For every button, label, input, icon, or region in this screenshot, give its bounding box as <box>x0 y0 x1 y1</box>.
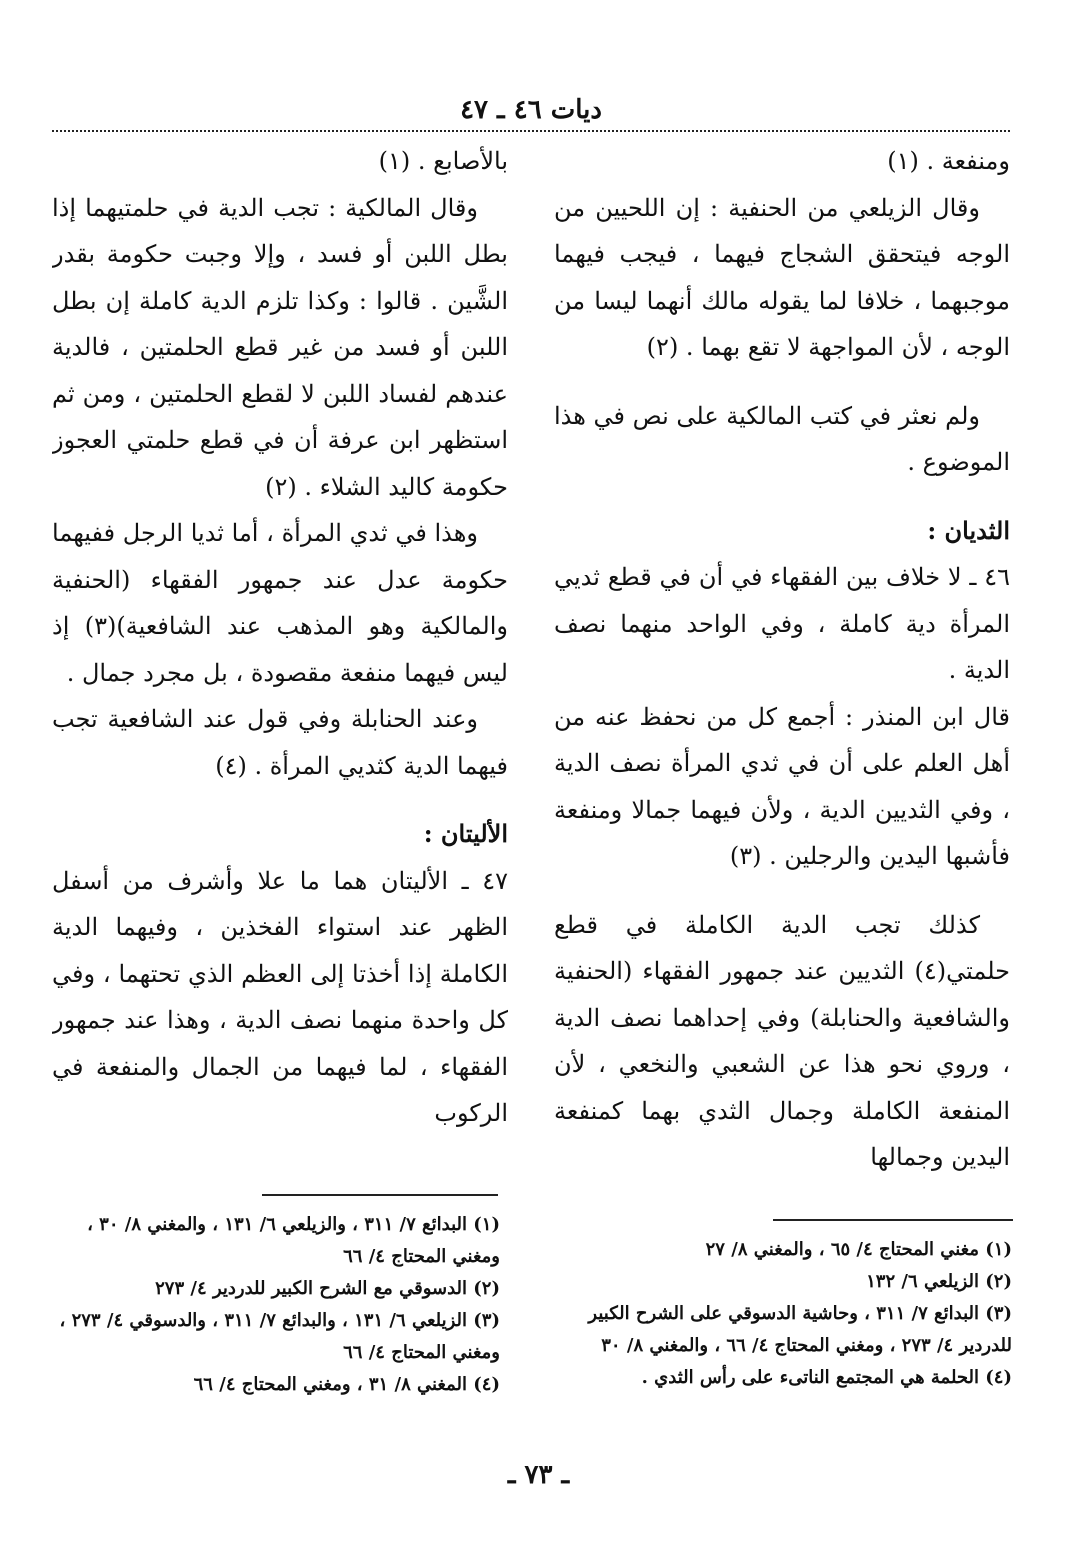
footnote: (٣) البدائع ٧/ ٣١١ ، وحاشية الدسوقي على الشرح الكبير للدردير ٤/ ٢٧٣ ، ومغني المحتاج ٤/ ٦٦ ، والمغني ٨/ ٣٠ <box>588 1303 1012 1356</box>
paragraph: بالأصابع . (١) <box>378 147 508 175</box>
paragraph: وقال المالكية : تجب الدية في حلمتيهما إذا بطل اللبن أو فسد ، وإلا وجبت حكومة بقدر الشَّين . قالوا : وكذا تلزم الدية كاملة إن بطل اللبن أو فسد من غير قطع الحلمتين ، فالدية عندهم لفساد اللبن لا لقطع الحلمتين ، ومن ثم استظهر ابن عرفة أن في قطع حلمتي العجوز حكومة كاليد الشلاء . (٢) <box>52 193 508 501</box>
footnote: (٤) الحلمة هي المجتمع الناتىء على رأس الثدي . <box>641 1367 1012 1388</box>
section-heading: الأليتان : <box>423 819 508 848</box>
footnotes-right <box>554 1234 1012 1394</box>
right-column <box>554 138 1010 1218</box>
running-header <box>52 92 1010 132</box>
footnote-divider <box>262 1194 498 1196</box>
paragraph: وعند الحنابلة وفي قول عند الشافعية تجب فيهما الدية كثديي المرأة . (٤) <box>52 705 508 780</box>
paragraph: ٤٧ ـ الأليتان هما ما علا وأشرف من أسفل الظهر عند استواء الفخذين ، وفيهما الدية الكاملة إذا أخذتا إلى العظم الذي تحتهما ، وفي كل واحدة منهما نصف الدية ، وهذا عند جمهور الفقهاء ، لما فيهما من الجمال والمنفعة في الركوب <box>52 866 508 1127</box>
footnote: (٢) الدسوقي مع الشرح الكبير للدردير ٤/ ٢٧٣ <box>155 1278 500 1299</box>
footnote-divider <box>773 1219 1013 1221</box>
left-column <box>52 138 508 1218</box>
footnote: (٢) الزيلعي ٦/ ١٣٢ <box>866 1271 1012 1292</box>
paragraph: وقال الزيلعي من الحنفية : إن اللحيين من الوجه فيتحقق الشجاج فيهما ، فيجب فيهما موجبهما ، خلافا لما يقوله مالك أنهما ليسا من الوجه ، لأن المواجهة لا تقع بهما . (٢) <box>554 193 1010 361</box>
footnote: (٤) المغني ٨/ ٣١ ، ومغني المحتاج ٤/ ٦٦ <box>193 1374 500 1395</box>
footnote: (١) البدائع ٧/ ٣١١ ، والزيلعي ٦/ ١٣١ ، والمغني ٨/ ٣٠ ، ومغني المحتاج ٤/ ٦٦ <box>87 1214 500 1267</box>
footnote: (٣) الزيلعي ٦/ ١٣١ ، والبدائع ٧/ ٣١١ ، والدسوقي ٤/ ٢٧٣ ، ومغني المحتاج ٤/ ٦٦ <box>59 1310 500 1363</box>
paragraph: كذلك تجب الدية الكاملة في قطع حلمتي(٤) الثديين عند جمهور الفقهاء (الحنفية والشافعية والحنابلة) وفي إحداهما نصف الدية ، وروي نحو هذا عن الشعبي والنخعي ، لأن المنفعة الكاملة وجمال الثدي بهما كمنفعة اليدين وجمالها <box>554 910 1010 1171</box>
header-title: ديات ٤٦ ـ ٤٧ <box>460 95 602 125</box>
section-heading: الثديان : <box>927 515 1010 545</box>
paragraph: قال ابن المنذر : أجمع كل من نحفظ عنه من أهل العلم على أن في ثدي المرأة نصف الدية ، وفي الثديين الدية ، ولأن فيهما جمالا ومنفعة فأشبها اليدين والرجلين . (٣) <box>554 702 1010 870</box>
paragraph: ومنفعة . (١) <box>887 147 1010 175</box>
paragraph: ٤٦ ـ لا خلاف بين الفقهاء في أن في قطع ثديي المرأة دية كاملة ، وفي الواحد منهما نصف الدية . <box>554 563 1010 684</box>
paragraph: وهذا في ثدي المرأة ، أما ثديا الرجل ففيهما حكومة عدل عند جمهور الفقهاء (الحنفية والمالكية وهو المذهب عند الشافعية)(٣) إذ ليس فيهما منفعة مقصودة ، بل مجرد جمال . <box>52 519 508 687</box>
page-number: ـ ٧٣ ـ <box>507 1460 570 1490</box>
paragraph: ولم نعثر في كتب المالكية على نص في هذا الموضوع . <box>554 401 1010 476</box>
footnote: (١) مغني المحتاج ٤/ ٦٥ ، والمغني ٨/ ٢٧ <box>705 1239 1012 1260</box>
footnotes-left <box>50 1209 500 1401</box>
